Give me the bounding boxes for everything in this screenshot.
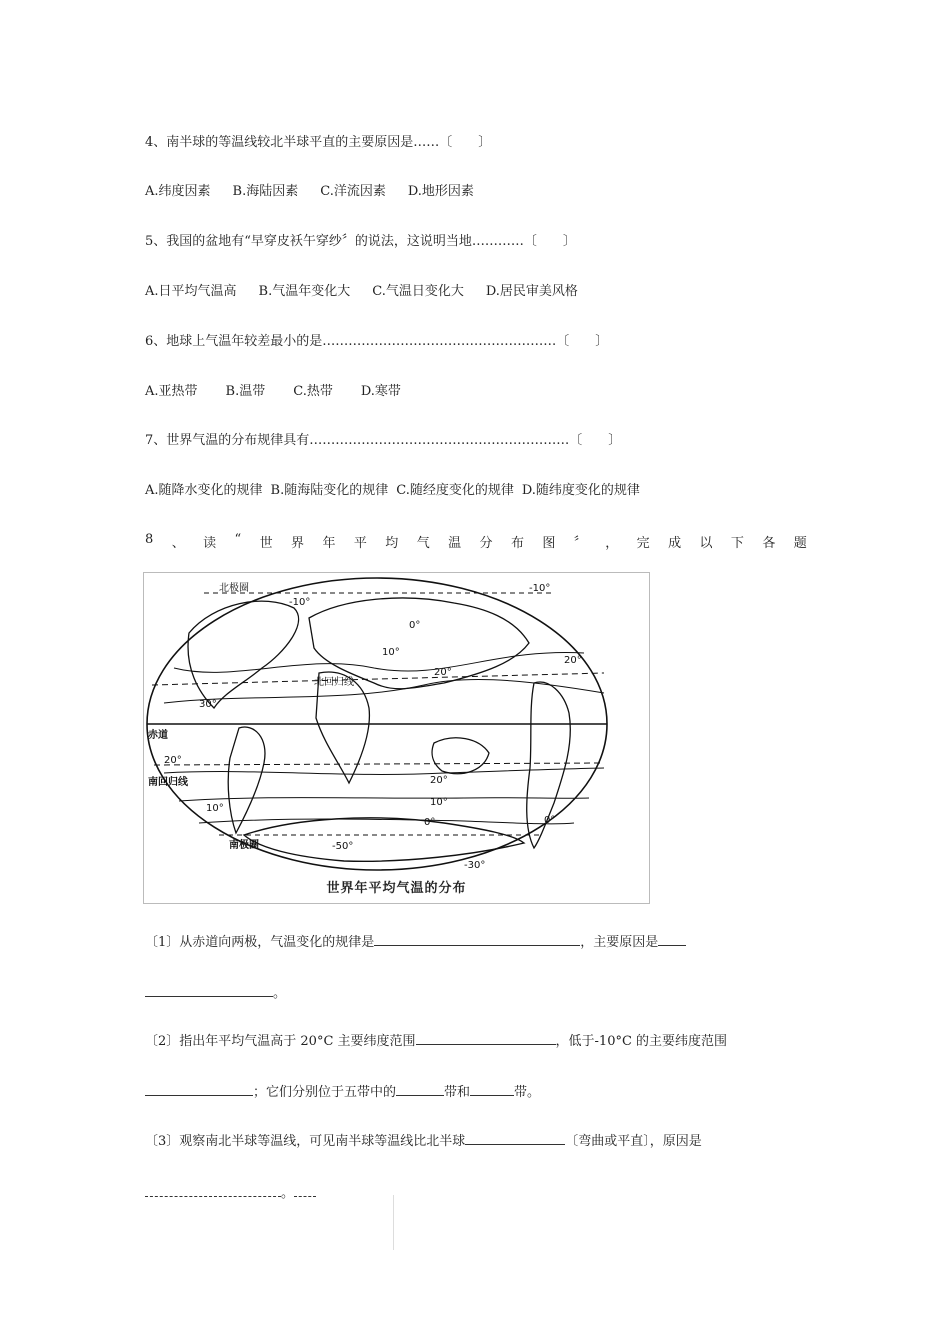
option-a[interactable]: A.亚热带	[145, 384, 198, 399]
answer-blank-1b-start[interactable]	[658, 931, 686, 946]
q8-char: 平	[353, 536, 367, 551]
option-c[interactable]: C.气温日变化大	[372, 284, 464, 299]
answer-blank-2c[interactable]	[396, 1081, 444, 1096]
world-temperature-map	[143, 572, 650, 904]
subquestion-3-mid: 〔弯曲或平直〕，原因是	[565, 1134, 702, 1149]
subquestion-3-cont	[145, 1182, 316, 1203]
q8-char: “	[234, 532, 242, 547]
africa-outline	[316, 672, 369, 783]
q8-char: 分	[479, 536, 493, 551]
subquestion-2-cont	[145, 1081, 540, 1102]
option-d[interactable]: D.随纬度变化的规律	[521, 483, 640, 498]
q8-char: 成	[668, 536, 682, 551]
q8-char: 、	[171, 536, 185, 551]
option-d[interactable]: D.地形因素	[407, 184, 474, 199]
subquestion-2-prefix: 〔2〕指出年平均气温高于 20°C 主要纬度范围	[145, 1034, 416, 1049]
label-t-20b: 20°	[564, 655, 582, 666]
q8-char: 〞	[573, 536, 587, 551]
label-t-0: 0°	[409, 620, 421, 631]
eurasia-outline	[309, 598, 529, 689]
answer-blank-2d[interactable]	[470, 1081, 514, 1096]
label-tropic-cancer: 北回归线	[314, 677, 354, 688]
answer-blank-3c[interactable]	[294, 1182, 316, 1197]
label-t-s30: -30°	[464, 860, 486, 871]
option-d[interactable]: D.寒带	[360, 384, 401, 399]
answer-blank-2a[interactable]	[416, 1030, 556, 1045]
question-4-stem: 4、南半球的等温线较北半球平直的主要原因是……〔 〕	[145, 135, 492, 150]
q8-char: 世	[259, 536, 273, 551]
option-b[interactable]: B.温带	[225, 384, 266, 399]
subquestion-2	[145, 1030, 727, 1051]
isotherm-south-20	[164, 768, 604, 774]
subquestion-3-end: 。	[281, 1186, 295, 1201]
subquestion-2-mid2: ；它们分别位于五带中的	[253, 1085, 397, 1100]
option-c[interactable]: C.洋流因素	[320, 184, 386, 199]
isotherm-south-0	[199, 819, 574, 824]
isotherm-north	[174, 652, 584, 672]
subquestion-2-mid: ，低于-10°C 的主要纬度范围	[555, 1034, 728, 1049]
subquestion-3	[145, 1130, 702, 1151]
label-t-n10b: -10°	[529, 583, 551, 594]
q8-char: 下	[730, 536, 744, 551]
label-t-10: 10°	[382, 647, 400, 658]
subquestion-1-cont	[145, 982, 286, 1003]
label-t-30: 30°	[199, 699, 217, 710]
q8-char: 气	[416, 536, 430, 551]
label-t-s50: -50°	[332, 841, 354, 852]
q8-char: ，	[605, 536, 619, 551]
label-t-s0b: 0°	[544, 815, 556, 826]
question-7-options	[145, 482, 640, 500]
q8-char: 布	[510, 536, 524, 551]
label-equator: 赤道	[148, 730, 168, 741]
q8-char: 图	[542, 536, 556, 551]
option-c[interactable]: C.热带	[293, 384, 333, 399]
label-t-n10: -10°	[289, 597, 311, 608]
label-t-s20b: 20°	[430, 775, 448, 786]
question-5-options	[145, 283, 600, 301]
subquestion-2-end: 带。	[514, 1085, 541, 1100]
subquestion-1-prefix: 〔1〕从赤道向两极，气温变化的规律是	[145, 935, 375, 950]
option-b[interactable]: B.气温年变化大	[258, 284, 351, 299]
tropic-of-capricorn-line	[154, 763, 602, 765]
label-antarctic: 南极圈	[229, 840, 259, 851]
question-7-stem: 7、世界气温的分布规律具有……………………………………………………〔 〕	[145, 433, 622, 448]
answer-blank-3a[interactable]	[465, 1130, 565, 1145]
subquestion-2-mid3: 带和	[444, 1085, 471, 1100]
option-a[interactable]: A.随降水变化的规律	[145, 483, 263, 498]
answer-blank-1a[interactable]	[374, 931, 580, 946]
q8-char: 读	[203, 536, 217, 551]
q8-char: 以	[699, 536, 713, 551]
answer-blank-2b[interactable]	[145, 1081, 253, 1096]
q8-char: 均	[385, 536, 399, 551]
subquestion-1	[145, 931, 686, 952]
option-b[interactable]: B.海陆因素	[232, 184, 299, 199]
option-c[interactable]: C.随经度变化的规律	[396, 483, 514, 498]
question-8-stem	[145, 532, 807, 551]
label-t-20: 20°	[434, 667, 452, 678]
antarctica-outline	[244, 818, 524, 861]
label-arctic: 北极圈	[219, 583, 249, 594]
question-4-options	[145, 183, 496, 201]
option-d[interactable]: D.居民审美风格	[485, 284, 578, 299]
label-t-s0: 0°	[424, 817, 436, 828]
label-t-s20: 20°	[164, 755, 182, 766]
map-image	[144, 573, 649, 873]
q8-char: 界	[291, 536, 305, 551]
australia-outline	[432, 738, 489, 774]
label-t-s10: 10°	[206, 803, 224, 814]
question-5-stem: 5、我国的盆地有“早穿皮袄午穿纱〞的说法，这说明当地…………〔 〕	[145, 234, 576, 249]
label-t-s10b: 10°	[430, 797, 448, 808]
subquestion-1-end: 。	[273, 986, 287, 1001]
q8-char: 完	[636, 536, 650, 551]
q8-char: 题	[793, 536, 807, 551]
south-america-outline	[228, 727, 265, 833]
label-tropic-capricorn: 南回归线	[148, 777, 188, 788]
subquestion-3-prefix: 〔3〕观察南北半球等温线，可见南半球等温线比北半球	[145, 1134, 466, 1149]
q8-char: 年	[322, 536, 336, 551]
q8-char: 各	[762, 536, 776, 551]
page-divider	[393, 1195, 394, 1250]
q8-char: 8	[145, 532, 154, 547]
answer-blank-3b[interactable]	[145, 1182, 281, 1197]
north-america-outline	[188, 601, 299, 708]
option-b[interactable]: B.随海陆变化的规律	[270, 483, 389, 498]
subquestion-1-mid: ，主要原因是	[580, 935, 659, 950]
option-a[interactable]: A.日平均气温高	[145, 284, 237, 299]
q8-char: 温	[448, 536, 462, 551]
answer-blank-1b[interactable]	[145, 982, 273, 997]
option-a[interactable]: A.纬度因素	[145, 184, 211, 199]
question-6-stem: 6、地球上气温年较差最小的是………………………………………………〔 〕	[145, 334, 609, 349]
map-caption: 世界年平均气温的分布	[326, 881, 467, 896]
question-6-options	[145, 383, 423, 401]
